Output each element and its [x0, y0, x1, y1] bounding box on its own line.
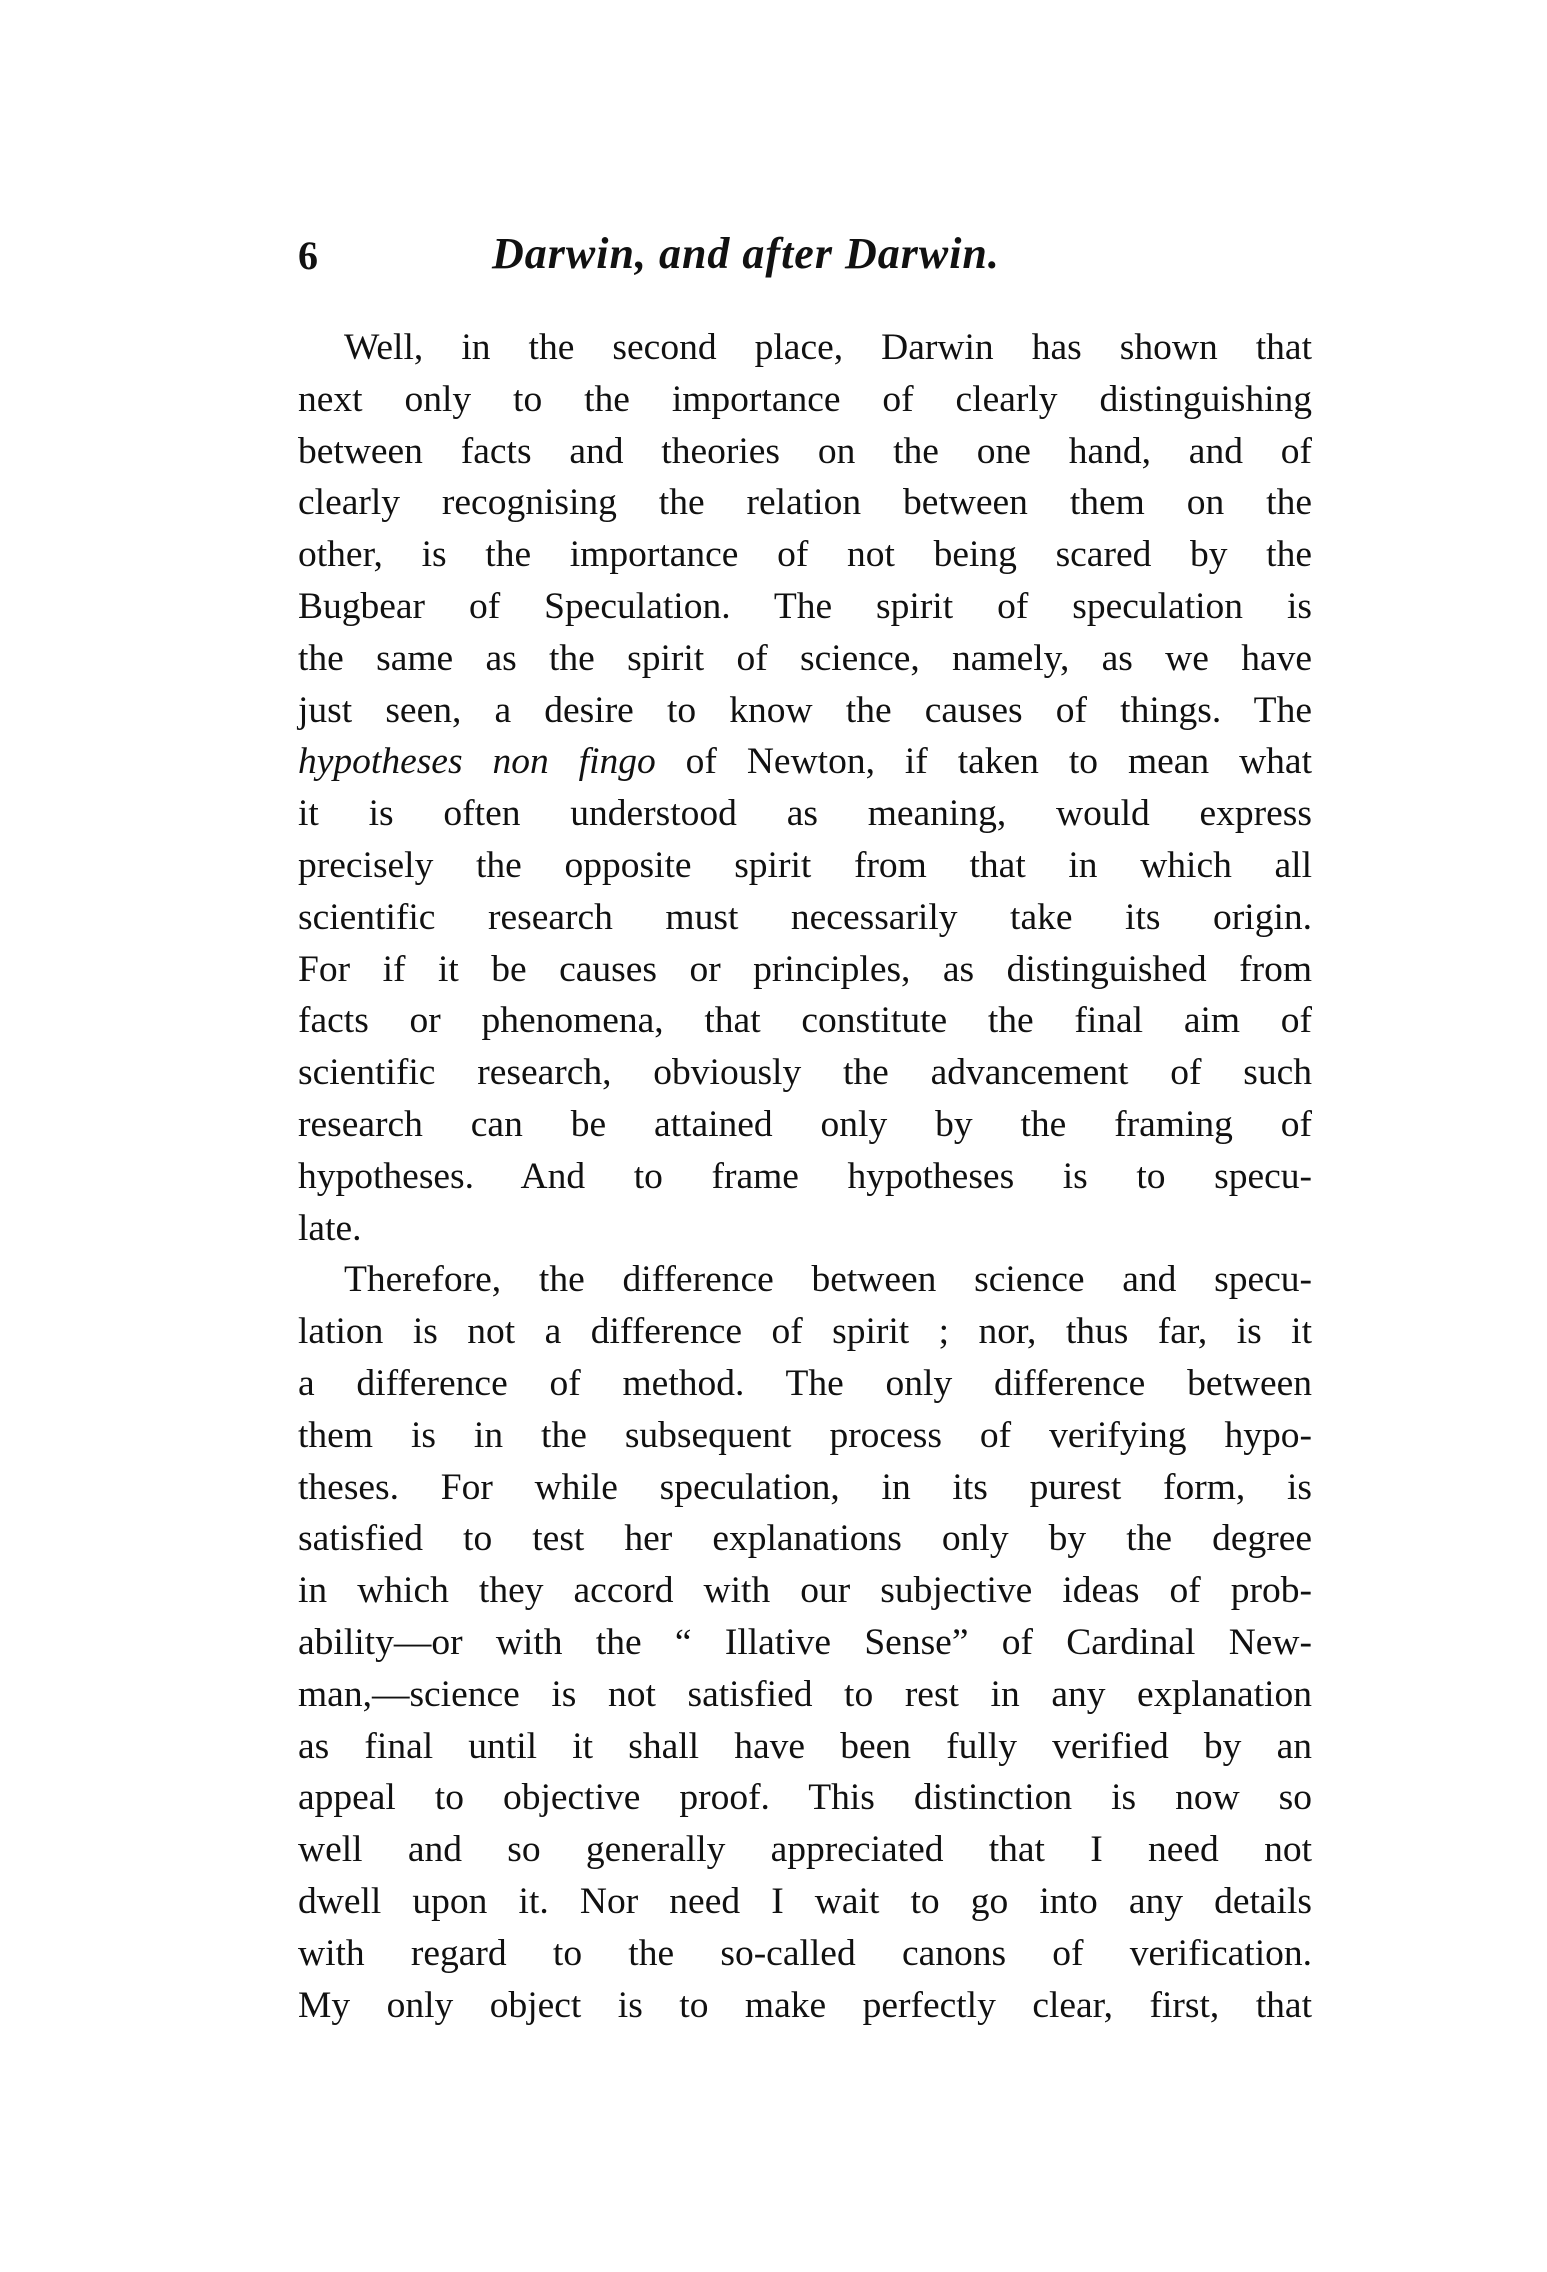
text-line: scientific research must necessarily take its origin.	[298, 896, 1312, 938]
body-text	[298, 322, 1312, 2031]
text-line: well and so generally appreciated that I need not	[298, 1829, 1312, 1871]
text-line: late.	[298, 1207, 362, 1249]
page-number: 6	[298, 233, 318, 278]
latin-phrase: hypotheses non fingo	[298, 741, 656, 783]
text-line: it is often understood as meaning, would express	[298, 793, 1312, 835]
paragraph-1	[298, 322, 1312, 1254]
text-line: next only to the importance of clearly distinguishing	[298, 378, 1312, 420]
text-line: with regard to the so-called canons of verification.	[298, 1932, 1312, 1974]
text-line: a difference of method. The only difference between	[298, 1362, 1312, 1404]
text-line: Well, in the second place, Darwin has shown that	[344, 327, 1312, 368]
text-line: Therefore, the difference between science and specu-	[344, 1259, 1312, 1301]
text-line: man,—science is not satisfied to rest in any explanation	[298, 1673, 1312, 1715]
text-line: dwell upon it. Nor need I wait to go into any details	[298, 1880, 1312, 1922]
text-line: precisely the opposite spirit from that in which all	[298, 844, 1312, 886]
text-line: theses. For while speculation, in its purest form, is	[298, 1466, 1312, 1508]
text-line: My only object is to make perfectly clear, first, that	[298, 1984, 1312, 2026]
text-line: in which they accord with our subjective ideas of prob-	[298, 1570, 1312, 1612]
text-line: Bugbear of Speculation. The spirit of speculation is	[298, 585, 1312, 627]
text-line: just seen, a desire to know the causes of things. The	[298, 689, 1312, 731]
text-line: clearly recognising the relation between them on the	[298, 482, 1312, 524]
text-line: For if it be causes or principles, as distinguished from	[298, 948, 1312, 990]
text-line: facts or phenomena, that constitute the final aim of	[298, 1000, 1312, 1042]
text-span: of Newton, if taken to mean what	[655, 741, 1312, 783]
running-head	[298, 226, 1312, 286]
running-title: Darwin, and after Darwin.	[492, 229, 1000, 278]
text-line: lation is not a difference of spirit ; nor, thus far, is it	[298, 1311, 1312, 1353]
text-line: hypotheses. And to frame hypotheses is to specu-	[298, 1155, 1312, 1197]
text-line: appeal to objective proof. This distinction is now so	[298, 1777, 1312, 1819]
text-line: the same as the spirit of science, namely, as we have	[298, 637, 1312, 679]
text-line: between facts and theories on the one hand, and of	[298, 430, 1312, 472]
text-line: satisfied to test her explanations only by the degree	[298, 1518, 1312, 1560]
text-line: them is in the subsequent process of verifying hypo-	[298, 1414, 1312, 1456]
text-line: as final until it shall have been fully verified by an	[298, 1725, 1312, 1767]
text-line: other, is the importance of not being scared by the	[298, 534, 1312, 576]
text-line: research can be attained only by the framing of	[298, 1103, 1312, 1145]
paragraph-2	[298, 1254, 1312, 2031]
text-line	[298, 736, 1312, 788]
text-line: scientific research, obviously the advancement of such	[298, 1052, 1312, 1094]
text-line: ability—or with the “ Illative Sense” of Cardinal New-	[298, 1621, 1312, 1663]
